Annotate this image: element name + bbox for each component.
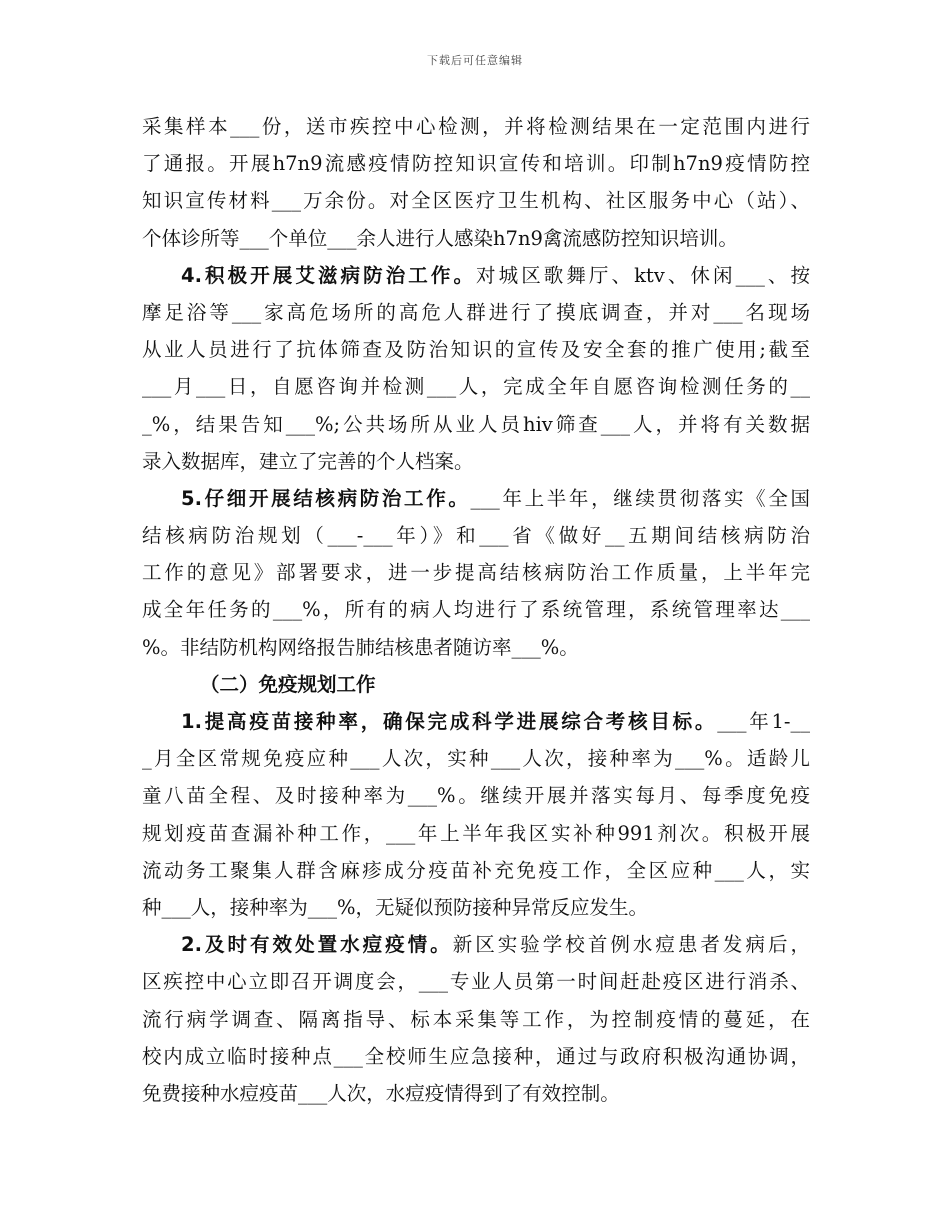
- section-heading: 2.及时有效处置水痘疫情。: [181, 933, 453, 957]
- section-heading-line: 1.提高疫苗接种率，确保完成科学进展综合考核目标。___年1-__: [181, 710, 810, 733]
- section-heading: 5.仔细开展结核病防治工作。: [181, 486, 471, 510]
- body-line: 了通报。开展h7n9流感疫情防控知识宣传和培训。印制h7n9疫情防控: [142, 152, 810, 176]
- body-line: 校内成立临时接种点___全校师生应急接种，通过与政府积极沟通协调，: [142, 1044, 810, 1068]
- page-header: 下载后可任意编辑: [427, 54, 523, 67]
- body-line: 采集样本___份，送市疾控中心检测，并将检测结果在一定范围内进行: [142, 115, 810, 138]
- body-line: %。非结防机构网络报告肺结核患者随访率___%。: [142, 635, 579, 659]
- document-body: [142, 108, 810, 1112]
- body-line: 成全年任务的___%，所有的病人均进行了系统管理，系统管理率达___: [142, 598, 810, 622]
- subsection-heading-line: [142, 666, 810, 703]
- section-heading: 4.积极开展艾滋病防治工作。: [181, 263, 477, 287]
- section-heading-line: 5.仔细开展结核病防治工作。___年上半年，继续贯彻落实《全国: [181, 486, 810, 510]
- body-line: 童八苗全程、及时接种率为___%。继续开展并落实每月、每季度免疫: [142, 784, 810, 808]
- body-line: 结核病防治规划（___-___年）》和___省《做好__五期间结核病防治: [142, 524, 810, 548]
- body-line: 流行病学调查、隔离指导、标本采集等工作，为控制疫情的蔓延，在: [142, 1007, 810, 1031]
- body-line: 区疾控中心立即召开调度会，___专业人员第一时间赶赴疫区进行消杀、: [142, 970, 810, 994]
- subsection-heading: （二）免疫规划工作: [200, 672, 376, 696]
- body-line: 知识宣传材料___万余份。对全区医疗卫生机构、社区服务中心（站）、: [142, 189, 810, 213]
- body-line: 从业人员进行了抗体筛查及防治知识的宣传及安全套的推广使用;截至: [142, 338, 810, 362]
- body-line: 工作的意见》部署要求，进一步提高结核病防治工作质量，上半年完: [142, 561, 810, 585]
- body-line: 规划疫苗查漏补种工作，___年上半年我区实补种991剂次。积极开展: [142, 821, 810, 845]
- body-line: 种___人，接种率为___%，无疑似预防接种异常反应发生。: [142, 895, 649, 919]
- body-line: 流动务工聚集人群含麻疹成分疫苗补充免疫工作，全区应种___人，实: [142, 858, 810, 882]
- body-line: _%，结果告知___%;公共场所从业人员hiv筛查___人，并将有关数据: [142, 412, 810, 436]
- body-line: 个体诊所等___个单位___余人进行人感染h7n9禽流感防控知识培训。: [142, 226, 738, 250]
- body-line: _月全区常规免疫应种___人次，实种___人次，接种率为___%。适龄儿: [142, 747, 810, 771]
- section-heading: 1.提高疫苗接种率，确保完成科学进展综合考核目标。: [181, 710, 718, 733]
- section-heading-line: 4.积极开展艾滋病防治工作。对城区歌舞厅、ktv、休闲___、按: [181, 263, 810, 287]
- body-line: ___月___日，自愿咨询并检测___人，完成全年自愿咨询检测任务的__: [142, 375, 810, 399]
- body-line: 摩足浴等___家高危场所的高危人群进行了摸底调查，并对___名现场: [142, 300, 810, 324]
- body-line: 免费接种水痘疫苗___人次，水痘疫情得到了有效控制。: [142, 1081, 620, 1105]
- section-heading-line: 2.及时有效处置水痘疫情。新区实验学校首例水痘患者发病后，: [181, 933, 810, 957]
- body-line: 录入数据库，建立了完善的个人档案。: [142, 449, 474, 473]
